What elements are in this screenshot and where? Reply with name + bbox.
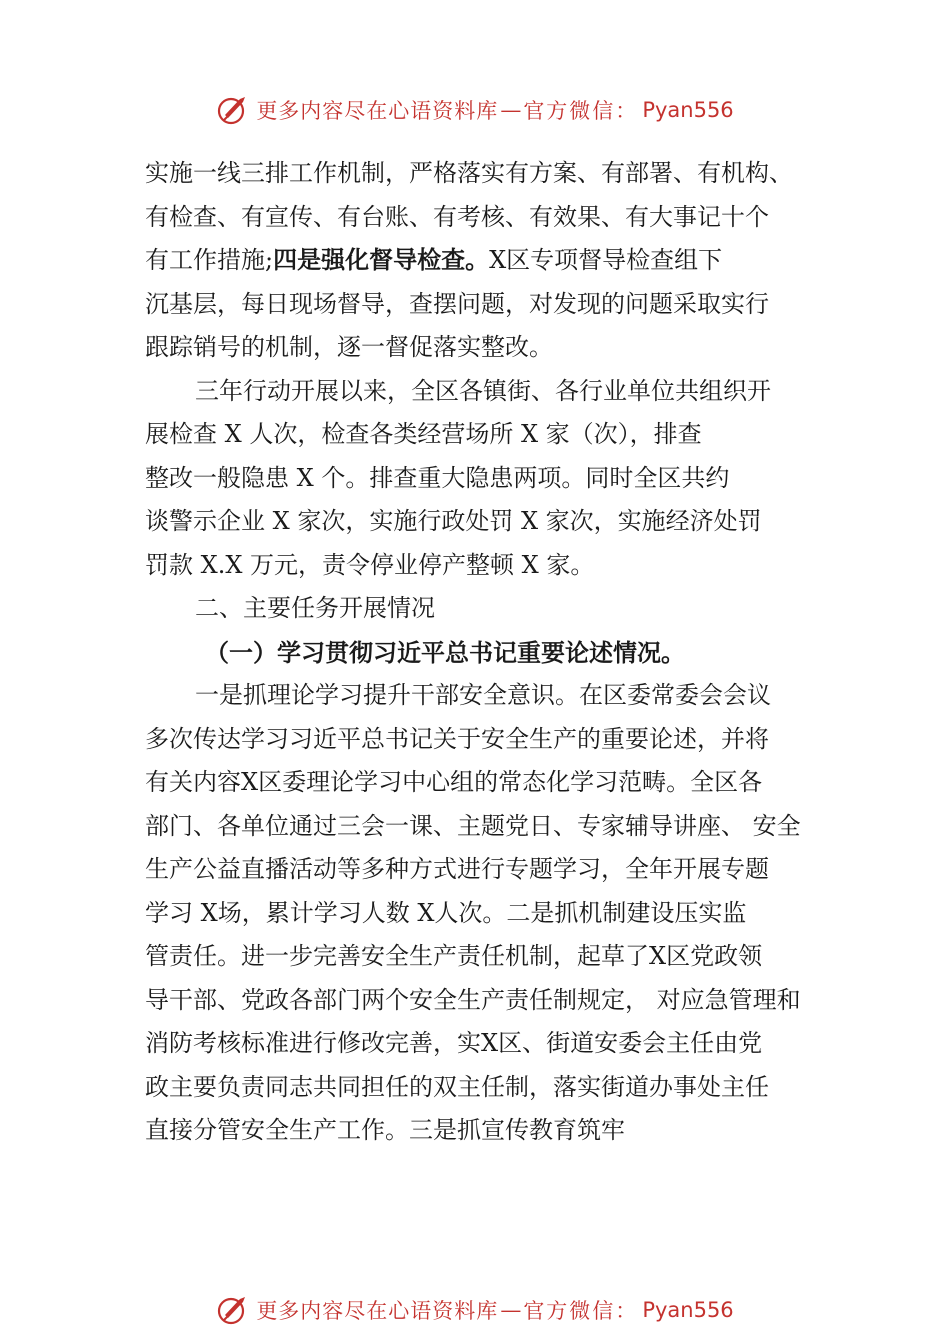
subsection-heading: （一）学习贯彻习近平总书记重要论述情况。 <box>205 637 685 667</box>
wechat-id: Pyan556 <box>642 1298 734 1322</box>
text-line: 直接分管安全生产工作。三是抓宣传教育筑牢 <box>145 1116 625 1144</box>
text-line: 多次传达学习习近平总书记关于安全生产的重要论述，并将 <box>145 724 769 753</box>
bold-emphasis: 四是强化督导检查。 <box>273 246 490 274</box>
text-line: 整改一般隐患 X 个。排查重大隐患两项。同时全区共约 <box>145 463 730 492</box>
banner-dash: — <box>500 1298 522 1322</box>
text-line: 实施一线三排工作机制，严格落实有方案、有部署、有机构、 <box>145 159 793 187</box>
site-name: 更多内容尽在心语资料库 <box>256 99 499 123</box>
text-line: 导干部、党政各部门两个安全生产责任制规定， 对应急管理和 <box>145 985 801 1014</box>
section-heading: 二、主要任务开展情况 <box>195 594 435 622</box>
document-body <box>145 152 825 1153</box>
text-line: 政主要负责同志共同担任的双主任制，落实街道办事处主任 <box>145 1072 769 1101</box>
header-banner <box>0 90 950 130</box>
site-name: 更多内容尽在心语资料库 <box>256 1299 499 1323</box>
text-line: 三年行动开展以来，全区各镇街、各行业单位共组织开 <box>195 376 771 405</box>
text-line: 学习 X场，累计学习人数 X人次。二是抓机制建设压实监 <box>145 898 747 927</box>
text-line: 有关内容X区委理论学习中心组的常态化学习范畴。全区各 <box>145 768 763 796</box>
text-line: 谈警示企业 X 家次，实施行政处罚 X 家次，实施经济处罚 <box>145 507 762 535</box>
text-line: 沉基层，每日现场督导，查摆问题，对发现的问题采取实行 <box>145 289 769 318</box>
text-line: 消防考核标准进行修改完善，实X区、街道安委会主任由党 <box>145 1029 763 1057</box>
text-span: 有工作措施; <box>145 246 274 274</box>
footer-banner <box>0 1290 950 1330</box>
text-span: X区专项督导检查组下 <box>489 246 723 274</box>
text-line <box>145 239 825 283</box>
text-line: 管责任。进一步完善安全生产责任机制，起草了X区党政领 <box>145 942 763 970</box>
text-line: 一是抓理论学习提升干部安全意识。在区委常委会会议 <box>195 681 771 709</box>
text-line: 生产公益直播活动等多种方式进行专题学习，全年开展专题 <box>145 855 769 883</box>
quill-logo-icon <box>216 93 250 127</box>
banner-dash: — <box>500 98 522 122</box>
wechat-label: 官方微信： <box>523 99 639 123</box>
text-line: 展检查 X 人次，检查各类经营场所 X 家（次），排查 <box>145 420 702 448</box>
quill-logo-icon <box>216 1293 250 1327</box>
wechat-id: Pyan556 <box>642 98 734 122</box>
text-line: 跟踪销号的机制，逐一督促落实整改。 <box>145 333 553 361</box>
wechat-label: 官方微信： <box>523 1299 639 1323</box>
text-line: 罚款 X.X 万元，责令停业停产整顿 X 家。 <box>145 550 595 579</box>
text-line: 部门、各单位通过三会一课、主题党日、专家辅导讲座、 安全 <box>145 811 801 840</box>
text-line: 有检查、有宣传、有台账、有考核、有效果、有大事记十个 <box>145 202 769 231</box>
